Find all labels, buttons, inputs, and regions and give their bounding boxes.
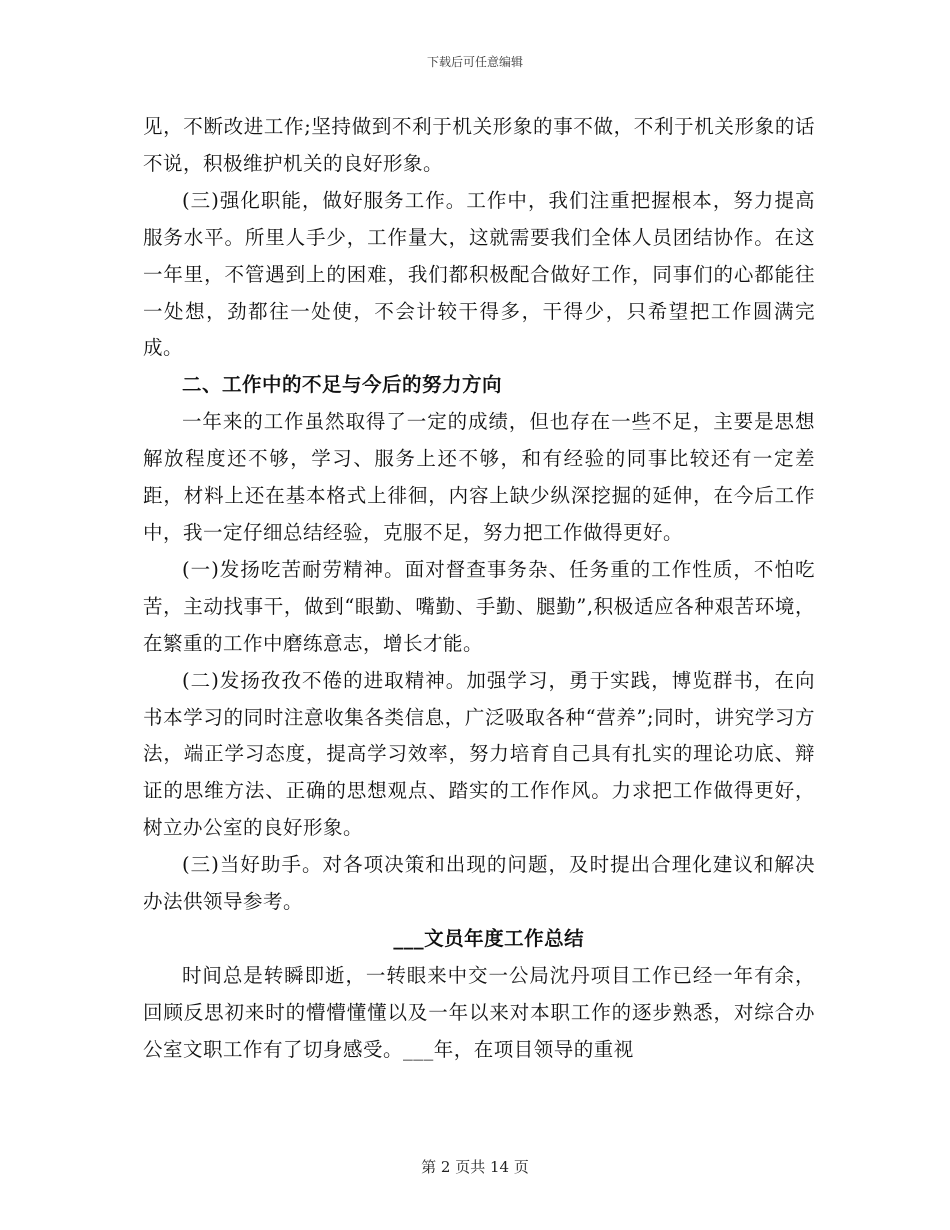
document-title-clerk-summary: ___文员年度工作总结 <box>393 926 585 950</box>
paragraph-good-assistant: (三)当好助手。对各项决策和出现的问题，及时提出合理化建议和解决办法供领导参考。 <box>143 853 815 914</box>
page-header: 下载后可任意编辑 <box>426 55 523 69</box>
paragraph-hardworking-spirit: (一)发扬吃苦耐劳精神。面对督查事务杂、任务重的工作性质，不怕吃苦，主动找事干，做到“眼勤、嘴勤、手勤、腿勤”,积极适应各种艰苦环境，在繁重的工作中磨练意志，增长才能。 <box>143 557 815 655</box>
paragraph-strengthen-functions: (三)强化职能，做好服务工作。工作中，我们注重把握根本，努力提高服务水平。所里人手少，工作量大，这就需要我们全体人员团结协作。在这一年里，不管遇到上的困难，我们都积极配合做好工作，同事们的心都能往一处想，劲都往一处使，不会计较干得多，干得少，只希望把工作圆满完成。 <box>143 188 815 360</box>
paragraph-time-passes: 时间总是转瞬即逝，一转眼来中交一公局沈丹项目工作已经一年有余，回顾反思初来时的懵懵懂懂以及一年以来对本职工作的逐步熟悉，对综合办公室文职工作有了切身感受。___年，在项目领导的重视 <box>143 963 815 1061</box>
paragraph-enterprising-spirit: (二)发扬孜孜不倦的进取精神。加强学习，勇于实践，博览群书，在向书本学习的同时注意收集各类信息，广泛吸取各种“营养”;同时，讲究学习方法，端正学习态度，提高学习效率，努力培育自己具有扎实的理论功底、辩证的思维方法、正确的思想观点、踏实的工作作风。力求把工作做得更好，树立办公室的良好形象。 <box>143 668 815 840</box>
document-body <box>143 109 815 1069</box>
paragraph-continuation: 见，不断改进工作;坚持做到不利于机关形象的事不做，不利于机关形象的话不说，积极维护机关的良好形象。 <box>143 115 815 175</box>
paragraph-shortcomings: 一年来的工作虽然取得了一定的成绩，但也存在一些不足，主要是思想解放程度还不够，学习、服务上还不够，和有经验的同事比较还有一定差距，材料上还在基本格式上徘徊，内容上缺少纵深挖掘的延伸，在今后工作中，我一定仔细总结经验，克服不足，努力把工作做得更好。 <box>143 410 815 544</box>
page-footer: 第 2 页共 14 页 <box>421 1158 529 1176</box>
section-heading-shortcomings: 二、工作中的不足与今后的努力方向 <box>182 373 503 397</box>
